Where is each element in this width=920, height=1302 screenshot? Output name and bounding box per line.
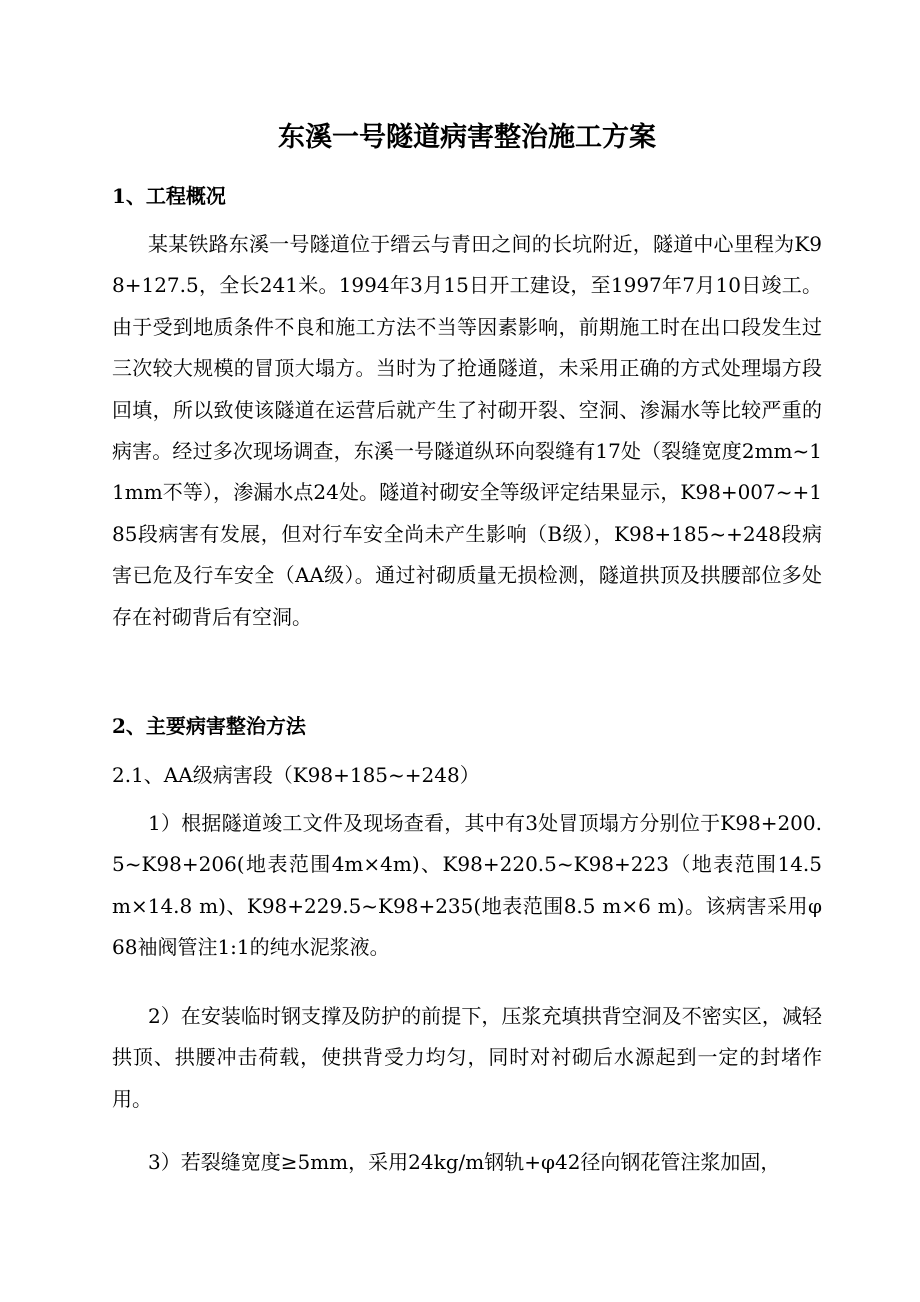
subsection-heading-aa: 2.1、AA级病害段（K98+185~+248） (112, 763, 480, 787)
paragraph-overview: 某某铁路东溪一号隧道位于缙云与青田之间的长坑附近，隧道中心里程为K98+127.5，全长241米。1994年3月15日开工建设，至1997年7月10日竣工。由于受到地质条件不良和施工方法不当等因素影响，前期施工时在出口段发生过三次较大规模的冒顶大塌方。当时为了抢通隧道，未采用正确的方式处理塌方段回填，所以致使该隧道在运营后就产生了衬砌开裂、空洞、渗漏水等比较严重的病害。经过多次现场调查，东溪一号隧道纵环向裂缝有17处（裂缝宽度2mm~11mm不等），渗漏水点24处。隧道衬砌安全等级评定结果显示，K98+007~+185段病害有发展，但对行车安全尚未产生影响（B级），K98+185~+248段病害已危及行车安全（AA级）。通过衬砌质量无损检测，隧道拱顶及拱腰部位多处存在衬砌背后有空洞。 (112, 232, 822, 629)
paragraph-method-3: 3）若裂缝宽度≥5mm，采用24kg/m钢轨+φ42径向钢花管注浆加固， (148, 1150, 781, 1174)
section-heading-overview: 1、工程概况 (112, 184, 226, 208)
paragraph-method-1: 1）根据隧道竣工文件及现场查看，其中有3处冒顶塌方分别位于K98+200.5~K98+206(地表范围4m×4m)、K98+220.5~K98+223（地表范围14.5 m×14.8 m)、K98+229.5~K98+235(地表范围8.5 m×6 m)。该病害采用φ68袖阀管注1:1的纯水泥浆液。 (112, 811, 822, 960)
document-title: 东溪一号隧道病害整治施工方案 (278, 122, 656, 153)
section-heading-methods: 2、主要病害整治方法 (112, 714, 306, 738)
paragraph-method-2: 2）在安装临时钢支撑及防护的前提下，压浆充填拱背空洞及不密实区，减轻拱顶、拱腰冲击荷载，使拱背受力均匀，同时对衬砌后水源起到一定的封堵作用。 (112, 1004, 822, 1111)
